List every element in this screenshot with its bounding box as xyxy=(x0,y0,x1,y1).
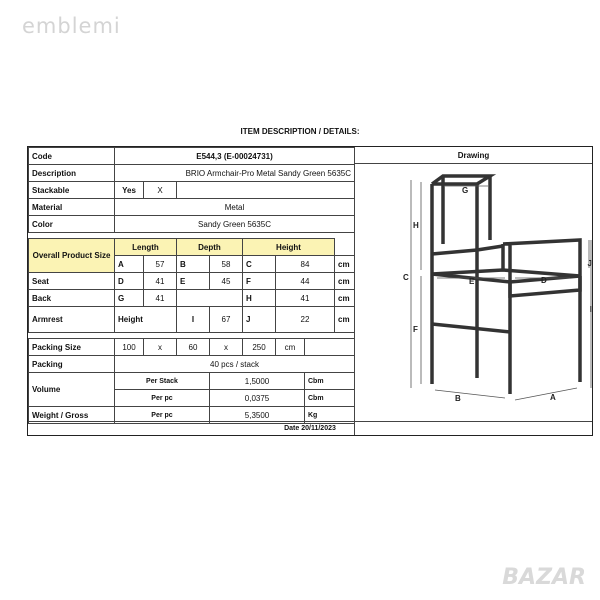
watermark-logo-top: emblemi xyxy=(22,14,121,38)
packing-width: 60 xyxy=(177,339,210,356)
chair-frame xyxy=(432,176,580,394)
dim-j-marker: J xyxy=(587,259,592,268)
spec-sheet xyxy=(27,146,593,436)
dim-i-marker: I xyxy=(589,305,592,314)
color-label: Color xyxy=(29,216,115,233)
packing-size-unit: cm xyxy=(276,339,305,356)
dim-a-letter: A xyxy=(115,256,144,273)
length-header: Length xyxy=(115,239,177,256)
weight-per-pc-label: Per pc xyxy=(115,407,210,424)
dim-d-letter: D xyxy=(115,273,144,290)
row-back xyxy=(29,290,355,307)
stackable-mark: X xyxy=(144,182,177,199)
volume-per-pc-label: Per pc xyxy=(115,390,210,407)
stackable-empty xyxy=(177,182,355,199)
dim-g-marker: G xyxy=(462,186,469,195)
dim-a-value: 57 xyxy=(144,256,177,273)
date-footer: Date 20/11/2023 xyxy=(28,421,592,435)
back-unit: cm xyxy=(335,290,355,307)
dim-e-marker: E xyxy=(469,277,475,286)
depth-header: Depth xyxy=(177,239,243,256)
packing-x1: x xyxy=(144,339,177,356)
row-armrest xyxy=(29,307,355,333)
volume-per-pc-value: 0,0375 xyxy=(210,390,305,407)
back-empty xyxy=(177,290,243,307)
color-value: Sandy Green 5635C xyxy=(115,216,355,233)
chair-drawing xyxy=(355,164,593,418)
material-label: Material xyxy=(29,199,115,216)
dim-f-letter: F xyxy=(243,273,276,290)
dim-h-letter: H xyxy=(243,290,276,307)
dim-b-value: 58 xyxy=(210,256,243,273)
dim-b-letter: B xyxy=(177,256,210,273)
packing-height: 250 xyxy=(243,339,276,356)
dim-f-marker: F xyxy=(413,325,418,334)
drawing-panel xyxy=(354,147,592,435)
row-seat xyxy=(29,273,355,290)
dim-c-letter: C xyxy=(243,256,276,273)
weight-label: Weight / Gross xyxy=(29,407,115,424)
dim-d-marker: D xyxy=(541,276,547,285)
material-value: Metal xyxy=(115,199,355,216)
row-overall-header xyxy=(29,239,355,256)
packing-size-label: Packing Size xyxy=(29,339,115,356)
sheet-title: ITEM DESCRIPTION / DETAILS: xyxy=(240,127,360,136)
dim-c-value: 84 xyxy=(276,256,335,273)
drawing-title: Drawing xyxy=(355,147,592,164)
dim-g-value: 41 xyxy=(144,290,177,307)
row-code xyxy=(29,148,355,165)
packing-label: Packing xyxy=(29,356,115,373)
dim-g-letter: G xyxy=(115,290,144,307)
row-description xyxy=(29,165,355,182)
dim-e-letter: E xyxy=(177,273,210,290)
volume-per-stack-value: 1,5000 xyxy=(210,373,305,390)
dim-h-marker: H xyxy=(413,221,419,230)
dim-h-value: 41 xyxy=(276,290,335,307)
row-stackable xyxy=(29,182,355,199)
dim-f-value: 44 xyxy=(276,273,335,290)
row-packing xyxy=(29,356,355,373)
overall-label: Overall Product Size xyxy=(29,239,115,273)
seat-unit: cm xyxy=(335,273,355,290)
dim-i-value: 67 xyxy=(210,307,243,333)
dim-c-marker: C xyxy=(403,273,409,282)
armrest-label: Armrest xyxy=(29,307,115,333)
packing-length: 100 xyxy=(115,339,144,356)
watermark-logo-bottom: BAZAR xyxy=(502,565,586,590)
armrest-unit: cm xyxy=(335,307,355,333)
stackable-yes: Yes xyxy=(115,182,144,199)
row-volume-stack xyxy=(29,373,355,390)
volume-per-stack-label: Per Stack xyxy=(115,373,210,390)
dim-e-value: 45 xyxy=(210,273,243,290)
weight-unit: Kg xyxy=(305,407,355,424)
row-material xyxy=(29,199,355,216)
overall-unit: cm xyxy=(335,256,355,273)
packing-value: 40 pcs / stack xyxy=(115,356,355,373)
weight-value: 5,3500 xyxy=(210,407,305,424)
row-packing-size xyxy=(29,339,355,356)
volume-pc-unit: Cbm xyxy=(305,390,355,407)
height-header: Height xyxy=(243,239,335,256)
spec-table xyxy=(28,147,355,424)
row-color xyxy=(29,216,355,233)
seat-label: Seat xyxy=(29,273,115,290)
code-value: E544,3 (E-00024731) xyxy=(115,148,355,165)
dim-b-marker: B xyxy=(455,394,461,403)
description-label: Description xyxy=(29,165,115,182)
volume-label: Volume xyxy=(29,373,115,407)
volume-stack-unit: Cbm xyxy=(305,373,355,390)
dim-a-marker: A xyxy=(550,393,556,402)
dim-j-value: 22 xyxy=(276,307,335,333)
packing-x2: x xyxy=(210,339,243,356)
stackable-label: Stackable xyxy=(29,182,115,199)
armrest-height-label: Height xyxy=(115,307,177,333)
back-label: Back xyxy=(29,290,115,307)
dim-i-letter: I xyxy=(177,307,210,333)
packing-size-empty xyxy=(305,339,355,356)
dim-j-letter: J xyxy=(243,307,276,333)
description-value: BRIO Armchair-Pro Metal Sandy Green 5635C xyxy=(115,165,355,182)
code-label: Code xyxy=(29,148,115,165)
dim-d-value: 41 xyxy=(144,273,177,290)
